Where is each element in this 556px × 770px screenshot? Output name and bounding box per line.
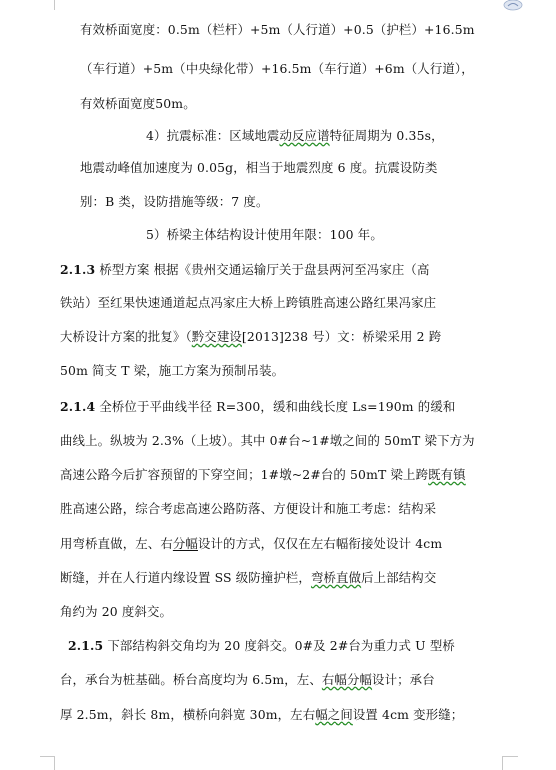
text-segment: 弯桥直做: [310, 570, 362, 585]
text-line: [80, 160, 438, 176]
text-line: [60, 672, 435, 688]
text-segment: 动反应谱: [279, 128, 330, 143]
crop-mark-top-left: [54, 0, 55, 10]
text-segment: 有效桥面宽度：0.5m（栏杆）+5m（人行道）+0.5（护栏）+16.5m: [80, 22, 475, 37]
text-segment: 右幅分幅: [321, 672, 373, 687]
text-segment: 有效桥面宽度50m。: [80, 96, 196, 111]
text-segment: 既有镇: [428, 467, 466, 482]
text-line: [60, 707, 463, 723]
text-segment: （车行道）+5m（中央绿化带）+16.5m（车行道）+6m（人行道），: [80, 61, 474, 76]
section-number: 2.1.4: [60, 399, 96, 414]
crop-mark-bottom-left: [40, 756, 55, 757]
text-line: [60, 433, 475, 449]
text-line: [60, 295, 436, 311]
section-number: 2.1.5: [68, 638, 104, 653]
text-segment: 设计的方式，仅仅在左右幅衔接处设计 4cm: [197, 536, 443, 551]
text-segment: 大桥设计方案的批复》（: [60, 329, 192, 344]
text-segment: 胜高速公路，综合考虑高速公路防落、方便设计和施工考虑：结构采: [60, 501, 437, 516]
text-segment: 特征周期为 0.35s，: [329, 128, 444, 143]
text-segment: 黔交建设: [191, 329, 242, 344]
text-segment: 厚 2.5m，斜长 8m，横桥向斜宽 30m，左右: [60, 707, 316, 722]
text-segment: 曲线上。纵坡为 2.3%（上坡）。其中 0#台~1#墩之间的 50mT 梁下方为: [60, 433, 475, 448]
text-segment: 设置 4cm 变形缝；: [352, 707, 464, 722]
text-line: [60, 570, 436, 586]
text-line: [60, 329, 441, 345]
text-segment: 台，承台为桩基础。桥台高度均为 6.5m，左、: [60, 672, 322, 687]
text-segment: 高速公路今后扩容预留的下穿空间；1#墩~2#台的 50mT 梁上跨: [60, 467, 429, 482]
text-line: [60, 467, 466, 483]
crop-mark-bottom-right: [502, 756, 518, 757]
text-segment: 别：B 类，设防措施等级：7 度。: [80, 194, 269, 209]
text-segment: 分幅: [172, 536, 198, 551]
text-segment: 下部结构斜交角均为 20 度斜交。0#及 2#台为重力式 U 型桥: [103, 638, 455, 653]
text-segment: 地震动峰值加速度为 0.05g，相当于地震烈度 6 度。抗震设防类: [80, 160, 438, 175]
text-segment: 幅之间: [315, 707, 353, 722]
text-segment: 桥型方案 根据《贵州交通运输厅关于盘县两河至冯家庄（高: [95, 262, 430, 277]
text-line: [60, 363, 284, 379]
text-line: [60, 399, 455, 415]
text-segment: 全桥位于平曲线半径 R=300，缓和曲线长度 Ls=190m 的缓和: [95, 399, 456, 414]
watermark-logo-icon: [502, 0, 524, 12]
text-line: [68, 638, 455, 654]
text-segment: 角约为 20 度斜交。: [60, 604, 173, 619]
crop-mark-bottom-right: [502, 756, 503, 770]
text-segment: 5）桥梁主体结构设计使用年限：100 年。: [146, 227, 383, 242]
text-segment: [2013]238 号）文：桥梁采用 2 跨: [241, 329, 442, 344]
text-line: [60, 604, 172, 620]
text-line: [80, 194, 269, 210]
text-segment: 后上部结构交: [361, 570, 437, 585]
text-line: [146, 227, 383, 243]
text-line: [60, 536, 442, 552]
crop-mark-bottom-left: [54, 756, 55, 770]
text-line: [60, 262, 429, 278]
section-number: 2.1.3: [60, 262, 96, 277]
text-segment: 断缝，并在人行道内缘设置 SS 级防撞护栏，: [60, 570, 311, 585]
text-segment: 50m 简支 T 梁，施工方案为预制吊装。: [60, 363, 285, 378]
text-line: [146, 128, 444, 144]
text-segment: 铁站）至红果快速通道起点冯家庄大桥上跨镇胜高速公路红果冯家庄: [60, 295, 437, 310]
text-line: [80, 96, 196, 112]
text-line: [80, 61, 474, 77]
text-line: [80, 22, 475, 38]
text-segment: 用弯桥直做，左、右: [60, 536, 173, 551]
text-line: [60, 501, 436, 517]
text-segment: 4）抗震标准：区域地震: [146, 128, 280, 143]
text-segment: 设计；承台: [372, 672, 435, 687]
